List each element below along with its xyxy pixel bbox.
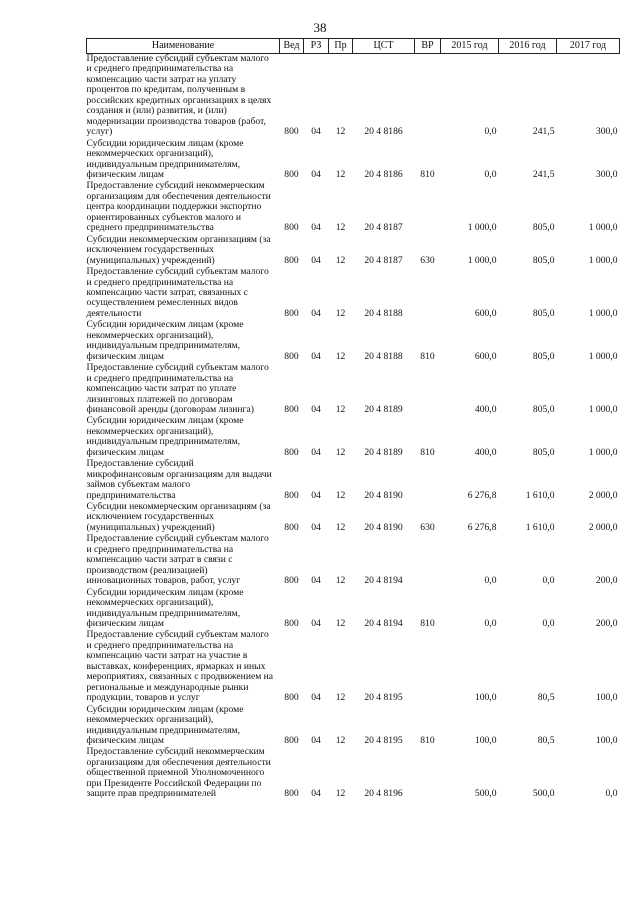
row-2016: 80,5 (537, 692, 555, 704)
row-vr (415, 363, 441, 416)
row-2015: 500,0 (474, 788, 497, 800)
row-vr: 810 (420, 735, 435, 746)
table-row (87, 705, 620, 748)
row-vr: 810 (420, 168, 435, 180)
row-cst: 20 4 8186 (364, 126, 403, 138)
row-2016: 80,5 (537, 735, 555, 746)
row-name: Предоставление субсидий субъектам малого и среднего предпринимательства на компенсацию части затрат в связи с производством (реализацией) инновационных товаров, работ, услуг (86, 533, 269, 587)
row-vr: 810 (420, 618, 435, 630)
row-rz: 04 (311, 575, 321, 587)
row-vr (415, 534, 441, 587)
row-pr: 12 (335, 446, 346, 458)
row-2017: 2 000,0 (588, 489, 618, 501)
row-cst: 20 4 8188 (364, 307, 403, 319)
col-header-vr: ВР (415, 39, 441, 54)
row-2016: 805,0 (532, 254, 555, 266)
row-2016: 805,0 (532, 350, 555, 362)
row-rz: 04 (311, 222, 321, 234)
row-name: Предоставление субсидий микрофинансовым организациям для выдачи займов субъектам малого предпринимательства (86, 458, 272, 501)
row-pr: 12 (335, 222, 346, 234)
table-header-row (87, 39, 620, 54)
row-2016: 0,0 (542, 575, 555, 587)
table-row (87, 502, 620, 534)
row-2016: 805,0 (532, 222, 555, 234)
row-pr: 12 (335, 788, 346, 800)
row-pr: 12 (335, 403, 346, 415)
row-pr: 12 (335, 575, 346, 587)
row-cst: 20 4 8189 (364, 403, 403, 415)
row-2016: 1 610,0 (525, 489, 555, 501)
row-cst: 20 4 8187 (364, 222, 403, 234)
row-2017: 200,0 (595, 618, 618, 630)
row-vr: 630 (420, 254, 435, 266)
row-2017: 100,0 (595, 692, 618, 704)
row-rz: 04 (311, 168, 321, 180)
row-name: Субсидии юридическим лицам (кроме некоммерческих организаций), индивидуальным предпринимателям, физическим лицам (86, 319, 244, 362)
row-2017: 1 000,0 (588, 222, 618, 234)
row-vr (415, 54, 441, 139)
row-2015: 100,0 (474, 692, 497, 704)
row-name: Субсидии юридическим лицам (кроме некоммерческих организаций), индивидуальным предпринимателям, физическим лицам (86, 415, 244, 458)
row-ved: 800 (284, 489, 299, 501)
row-vr (415, 747, 441, 800)
row-ved: 800 (284, 618, 299, 630)
row-2015: 6 276,8 (467, 521, 497, 533)
table-row (87, 363, 620, 416)
row-ved: 800 (284, 521, 299, 533)
row-2015: 400,0 (474, 403, 497, 415)
row-ved: 800 (284, 350, 299, 362)
row-ved: 800 (284, 126, 299, 138)
row-2016: 241,5 (532, 168, 555, 180)
row-2015: 0,0 (484, 618, 497, 630)
row-vr: 810 (420, 350, 435, 362)
row-2017: 1 000,0 (588, 446, 618, 458)
table-row (87, 54, 620, 139)
row-name: Субсидии юридическим лицам (кроме некоммерческих организаций), индивидуальным предпринимателям, физическим лицам (86, 586, 244, 630)
row-vr (415, 181, 441, 234)
row-ved: 800 (284, 735, 299, 746)
row-cst: 20 4 8186 (364, 168, 403, 180)
row-name: Предоставление субсидий некоммерческим организациям для обеспечения деятельности общественной приемной Уполномоченного при Президенте Российской Федерации по защите прав предпринимателей (86, 746, 271, 800)
row-2017: 300,0 (595, 126, 618, 138)
row-rz: 04 (311, 254, 321, 266)
row-2016: 500,0 (532, 788, 555, 800)
row-name: Предоставление субсидий субъектам малого и среднего предпринимательства на компенсацию части затрат на уплату процентов по кредитам, полученным в российских кредитных организациях в целях создания и (или) развития, и (или) модернизации производства товаров (работ, услуг) (86, 53, 272, 138)
table-row (87, 267, 620, 320)
row-rz: 04 (311, 521, 321, 533)
row-cst: 20 4 8190 (364, 489, 403, 501)
row-2015: 0,0 (484, 168, 497, 180)
row-pr: 12 (335, 307, 346, 319)
table-row (87, 747, 620, 800)
row-vr: 810 (420, 446, 435, 458)
row-rz: 04 (311, 446, 321, 458)
row-name: Субсидии некоммерческим организациям (за исключением государственных (муниципальных) учреждений) (86, 501, 271, 533)
row-cst: 20 4 8194 (364, 575, 403, 587)
col-header-2017: 2017 год (557, 39, 620, 54)
col-header-ved: Вед (280, 39, 304, 54)
row-2017: 1 000,0 (588, 403, 618, 415)
row-pr: 12 (335, 521, 346, 533)
row-pr: 12 (335, 168, 346, 180)
table-row (87, 534, 620, 587)
row-2015: 100,0 (474, 735, 497, 746)
row-2015: 600,0 (474, 350, 497, 362)
row-2017: 1 000,0 (588, 254, 618, 266)
row-2017: 2 000,0 (588, 521, 618, 533)
table-row (87, 588, 620, 631)
row-cst: 20 4 8189 (364, 446, 403, 458)
row-name: Предоставление субсидий субъектам малого и среднего предпринимательства на компенсацию части затрат на участие в выставках, конференциях, ярмарках и иных мероприятиях, связанных с продвижением на региональные и международные рынки продукции, товаров и услуг (86, 629, 274, 704)
row-name: Предоставление субсидий субъектам малого и среднего предпринимательства на компенсацию части затрат по уплате лизинговых платежей по договорам финансовой аренды (договорам лизинга) (86, 362, 269, 415)
row-2016: 805,0 (532, 403, 555, 415)
row-rz: 04 (311, 489, 321, 501)
col-header-cst: ЦСТ (353, 39, 415, 54)
row-rz: 04 (311, 307, 321, 319)
row-rz: 04 (311, 735, 321, 746)
row-pr: 12 (335, 735, 346, 746)
budget-table (86, 38, 620, 801)
col-header-2015: 2015 год (441, 39, 499, 54)
row-pr: 12 (335, 618, 346, 630)
table-row (87, 181, 620, 234)
table-row (87, 630, 620, 704)
table-row (87, 416, 620, 459)
col-header-2016: 2016 год (499, 39, 557, 54)
row-pr: 12 (335, 126, 346, 138)
row-pr: 12 (335, 350, 346, 362)
row-2017: 200,0 (595, 575, 618, 587)
row-ved: 800 (284, 222, 299, 234)
row-ved: 800 (284, 254, 299, 266)
row-2017: 300,0 (595, 168, 618, 180)
row-cst: 20 4 8187 (364, 254, 403, 266)
table-row (87, 139, 620, 182)
row-2016: 1 610,0 (525, 521, 555, 533)
row-rz: 04 (311, 618, 321, 630)
row-2017: 0,0 (605, 788, 618, 800)
row-2016: 805,0 (532, 446, 555, 458)
row-vr (415, 267, 441, 320)
row-ved: 800 (284, 446, 299, 458)
row-ved: 800 (284, 168, 299, 180)
row-2016: 0,0 (542, 618, 555, 630)
col-header-rz: РЗ (304, 39, 329, 54)
row-name: Предоставление субсидий некоммерческим организациям для обеспечения деятельности центра координации поддержки экспортно ориентированных субъектов малого и среднего предпринимательства (86, 180, 271, 234)
row-vr (415, 630, 441, 704)
row-cst: 20 4 8194 (364, 618, 403, 630)
table-row (87, 459, 620, 502)
row-2015: 600,0 (474, 307, 497, 319)
row-2016: 805,0 (532, 307, 555, 319)
row-vr (415, 459, 441, 502)
row-2016: 241,5 (532, 126, 555, 138)
page-number: 38 (313, 20, 327, 35)
row-name: Субсидии юридическим лицам (кроме некоммерческих организаций), индивидуальным предпринимателям, физическим лицам (86, 137, 244, 180)
row-2015: 400,0 (474, 446, 497, 458)
col-header-pr: Пр (329, 39, 353, 54)
budget-table-wrapper (86, 38, 619, 801)
row-2017: 100,0 (595, 735, 618, 746)
table-row (87, 235, 620, 267)
row-rz: 04 (311, 403, 321, 415)
row-2015: 1 000,0 (467, 254, 497, 266)
row-name: Субсидии некоммерческим организациям (за исключением государственных (муниципальных) учреждений) (86, 233, 271, 266)
row-2015: 0,0 (484, 575, 497, 587)
row-ved: 800 (284, 403, 299, 415)
row-rz: 04 (311, 126, 321, 138)
row-pr: 12 (335, 254, 346, 266)
row-rz: 04 (311, 788, 321, 800)
row-2015: 6 276,8 (467, 489, 497, 501)
table-row (87, 320, 620, 363)
row-rz: 04 (311, 350, 321, 362)
row-pr: 12 (335, 489, 346, 501)
row-cst: 20 4 8195 (364, 735, 403, 746)
row-ved: 800 (284, 692, 299, 704)
row-ved: 800 (284, 788, 299, 800)
row-name: Предоставление субсидий субъектам малого и среднего предпринимательства на компенсацию части затрат, связанных с осуществлением ремесленных видов деятельности (86, 266, 269, 319)
row-pr: 12 (335, 692, 346, 704)
row-2017: 1 000,0 (588, 307, 618, 319)
row-rz: 04 (311, 692, 321, 704)
row-ved: 800 (284, 575, 299, 587)
row-name: Субсидии юридическим лицам (кроме некоммерческих организаций), индивидуальным предпринимателям, физическим лицам (86, 703, 244, 746)
row-2017: 1 000,0 (588, 350, 618, 362)
row-cst: 20 4 8190 (364, 521, 403, 533)
row-cst: 20 4 8188 (364, 350, 403, 362)
col-header-name: Наименование (87, 39, 280, 54)
row-vr: 630 (420, 521, 435, 533)
row-2015: 1 000,0 (467, 222, 497, 234)
row-ved: 800 (284, 307, 299, 319)
row-cst: 20 4 8196 (364, 788, 403, 800)
row-2015: 0,0 (484, 126, 497, 138)
row-cst: 20 4 8195 (364, 692, 403, 704)
